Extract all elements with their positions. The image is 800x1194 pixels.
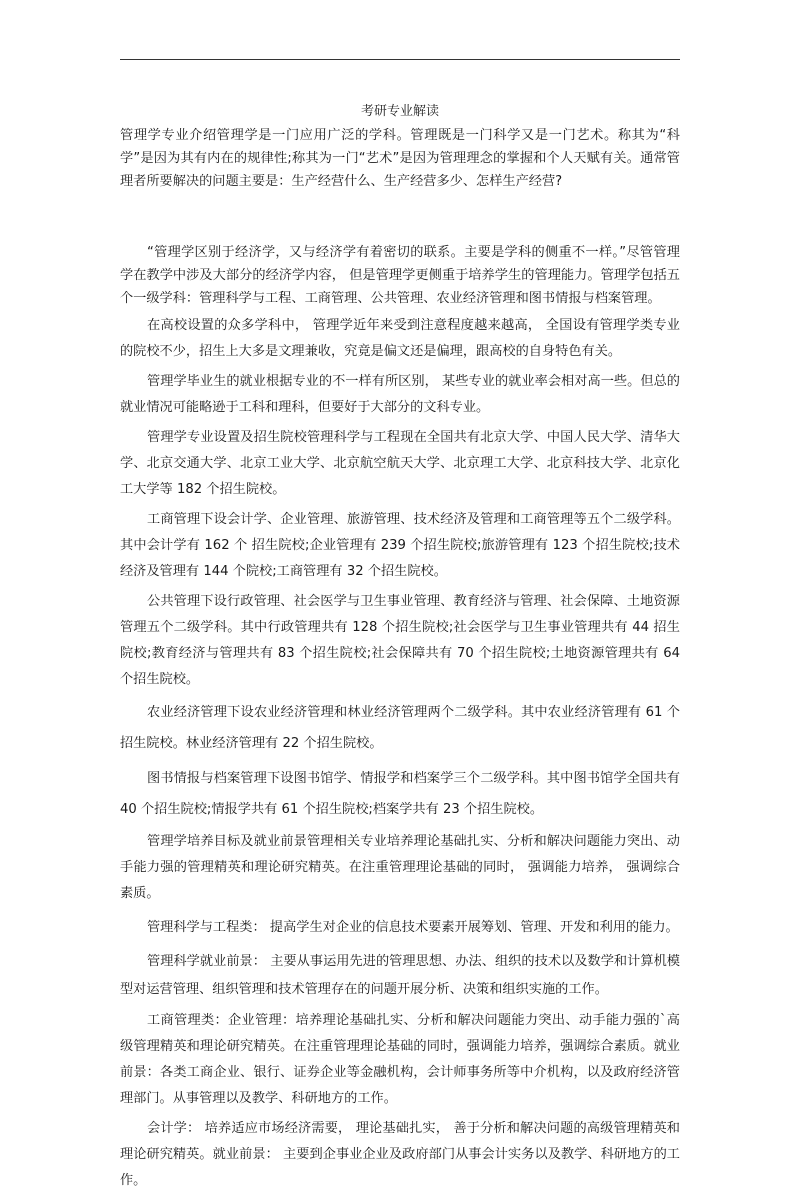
document-title: 考研专业解读 — [360, 104, 439, 119]
paragraph-mse-prospects: 管理科学就业前景： 主要从事运用先进的管理思想、办法、组织的技术以及数学和计算机模型对运营管理、组织管理和技术管理存在的问题开展分析、决策和组织实施的工作。 — [120, 954, 680, 997]
paragraph-mse-schools: 管理学专业设置及招生院校管理科学与工程现在全国共有北京大学、中国人民大学、清华大学、北京交通大学、北京工业大学、北京航空航天大学、北京理工大学、北京科技大学、北京化工大学等 182 个招生院校。 — [120, 430, 680, 497]
paragraph-accounting: 会计学： 培养适应市场经济需要， 理论基础扎实， 善于分析和解决问题的高级管理精英和理论研究精英。就业前景： 主要到企事业企业及政府部门从事会计实务以及教学、科研地方的工作。 — [120, 1121, 680, 1188]
paragraph-agri-econ: 农业经济管理下设农业经济管理和林业经济管理两个二级学科。其中农业经济管理有 61 个招生院校。林业经济管理有 22 个招生院校。 — [120, 705, 680, 751]
paragraph-library-archives: 图书情报与档案管理下设图书馆学、情报学和档案学三个二级学科。其中图书馆学全国共有 40 个招生院校;情报学共有 61 个招生院校;档案学共有 23 个招生院校。 — [120, 771, 680, 817]
document-body — [120, 124, 680, 1194]
header-rule — [120, 59, 680, 60]
paragraph-intro: 管理学专业介绍管理学是一门应用广泛的学科。管理既是一门科学又是一门艺术。称其为“科学”是因为其有内在的规律性;称其为一门“艺术”是因为管理理念的掌握和个人天赋有关。通常管理者所要解决的问题主要是：生产经营什么、生产经营多少、怎样生产经营? — [120, 128, 680, 189]
paragraph-business-category: 工商管理类：企业管理：培养理论基础扎实、分析和解决问题能力突出、动手能力强的`高级管理精英和理论研究精英。在注重管理理论基础的同时，强调能力培养，强调综合素质。就业前景：各类工商企业、银行、证券企业等金融机构，会计师事务所等中介机构，以及政府经济管理部门。从事管理以及教学、科研地方的工作。 — [120, 1013, 680, 1106]
paragraph-employment: 管理学毕业生的就业根据专业的不一样有所区别， 某些专业的就业率会相对高一些。但总的就业情况可能略逊于工科和理科，但要好于大部分的文科专业。 — [120, 374, 680, 415]
paragraph-popularity: 在高校设置的众多学科中， 管理学近年来受到注意程度越来越高， 全国设有管理学类专业的院校不少，招生上大多是文理兼收，究竟是偏文还是偏理，跟高校的自身特色有关。 — [120, 318, 680, 359]
paragraph-public-admin: 公共管理下设行政管理、社会医学与卫生事业管理、教育经济与管理、社会保障、土地资源管理五个二级学科。其中行政管理共有 128 个招生院校;社会医学与卫生事业管理共有 44 招生院校;教育经济与管理共有 83 个招生院校;社会保障共有 70 个招生院校;土地资源管理共有 64 个招生院校。 — [120, 594, 680, 687]
paragraph-mse-category: 管理科学与工程类： 提高学生对企业的信息技术要素开展筹划、管理、开发和利用的能力。 — [147, 920, 679, 935]
paragraph-business-admin: 工商管理下设会计学、企业管理、旅游管理、技术经济及管理和工商管理等五个二级学科。其中会计学有 162 个 招生院校;企业管理有 239 个招生院校;旅游管理有 123 个招生院校;技术经济及管理有 144 个院校;工商管理有 32 个招生院校。 — [120, 512, 680, 579]
paragraph-training-goals: 管理学培养目标及就业前景管理相关专业培养理论基础扎实、分析和解决问题能力突出、动手能力强的管理精英和理论研究精英。在注重管理理论基础的同时， 强调能力培养， 强调综合素质。 — [120, 834, 680, 901]
paragraph-difference: “管理学区别于经济学，又与经济学有着密切的联系。主要是学科的侧重不一样。”尽管管理学在教学中涉及大部分的经济学内容， 但是管理学更侧重于培养学生的管理能力。管理学包括五个一级学科：管理科学与工程、工商管理、公共管理、农业经济管理和图书情报与档案管理。 — [120, 245, 680, 306]
